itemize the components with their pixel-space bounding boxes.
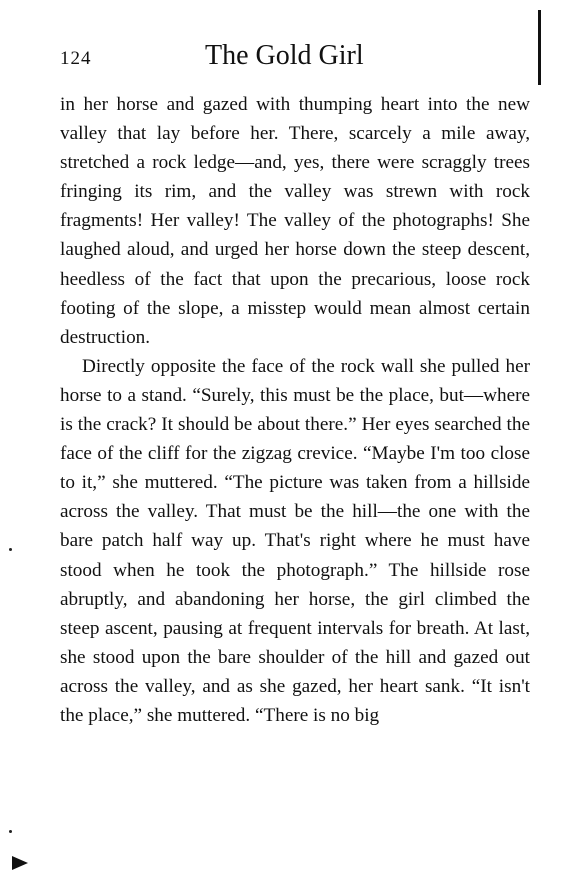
- running-title: The Gold Girl: [205, 40, 364, 71]
- corner-arrow-mark: [12, 856, 28, 870]
- page-header: [60, 40, 530, 80]
- scan-speck: [9, 548, 12, 551]
- paragraph-continued: in her horse and gazed with thumping heart into the new valley that lay before her. There, scarcely a mile away, stretched a rock ledge—and, yes, there were scraggly trees fringing its rim, and the valley was strewn with rock fragments! Her valley! The valley of the photographs! She laughed aloud, and urged her horse down the steep descent, heedless of the fact that upon the precarious, loose rock footing of the slope, a misstep would mean almost certain destruction.: [60, 94, 530, 348]
- paragraph: Directly opposite the face of the rock wall she pulled her horse to a stand. “Surely, this must be the place, but—where is the crack? It should be about there.” Her eyes searched the face of the cliff for the zigzag crevice. “Maybe I'm too close to it,” she muttered. “The picture was taken from a hillside across the valley. That must be the hill—the one with the bare patch half way up. That's right where he must have stood when he took the photograph.” The hillside rose abruptly, and abandoning her horse, the girl climbed the steep ascent, pausing at frequent intervals for breath. At last, she stood upon the bare shoulder of the hill and gazed out across the valley, and as she gazed, her heart sank. “It isn't the place,” she muttered. “There is no big: [60, 355, 530, 726]
- page-number: 124: [60, 48, 92, 69]
- scan-speck: [9, 830, 12, 833]
- margin-rule: [538, 10, 541, 85]
- page-body: [60, 90, 530, 730]
